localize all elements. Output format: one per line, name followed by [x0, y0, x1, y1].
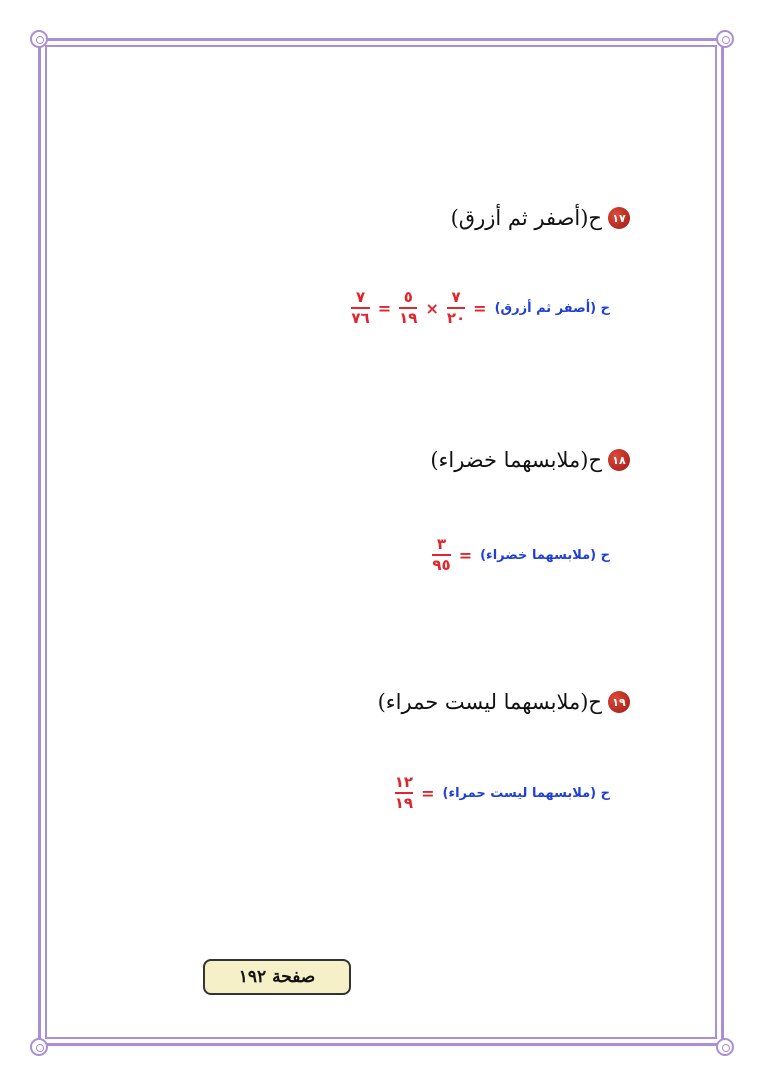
fraction [447, 290, 465, 326]
frame-corner-ornament [716, 30, 734, 48]
solution-label: ح (أصفر ثم أزرق) [494, 300, 610, 316]
frame-corner-ornament [30, 1038, 48, 1056]
problem-17-solution [351, 290, 610, 326]
problem-17-heading [451, 206, 630, 230]
problem-number-badge: ١٩ [608, 691, 630, 713]
solution-label: ح (ملابسهما خضراء) [480, 547, 610, 563]
fraction-denominator: ٢٠ [446, 309, 466, 327]
problem-heading-text: ح(أصفر ثم أزرق) [450, 206, 602, 230]
solution-label: ح (ملابسهما ليست حمراء) [442, 785, 610, 801]
fraction-numerator: ١٢ [394, 773, 414, 791]
fraction-denominator: ١٩ [399, 309, 418, 327]
fraction-numerator: ٧ [451, 288, 461, 306]
frame-corner-ornament [30, 30, 48, 48]
fraction-numerator: ٣ [436, 535, 447, 553]
fraction [399, 290, 417, 326]
page-number-box [203, 959, 351, 995]
operator: × [425, 298, 439, 318]
fraction [395, 775, 413, 811]
operator: = [473, 298, 487, 318]
fraction-numerator: ٧ [356, 288, 366, 306]
problem-18-solution [432, 537, 610, 573]
problem-19-heading [378, 690, 630, 714]
fraction-denominator: ١٩ [394, 794, 414, 812]
fraction-denominator: ٧٦ [351, 309, 370, 327]
operator: = [421, 783, 435, 803]
problem-number-badge: ١٨ [608, 449, 630, 471]
fraction-denominator: ٩٥ [432, 556, 451, 574]
problem-19-solution [395, 775, 610, 811]
operator: = [377, 298, 392, 318]
operator: = [458, 545, 473, 565]
page-frame-inner [45, 45, 717, 1039]
fraction-numerator: ٥ [403, 288, 413, 306]
problem-number-badge: ١٧ [608, 207, 630, 229]
fraction [432, 537, 450, 573]
problem-heading-text: ح(ملابسهما ليست حمراء) [377, 690, 602, 714]
problem-heading-text: ح(ملابسهما خضراء) [430, 448, 602, 472]
problem-18-heading [430, 448, 630, 472]
fraction [351, 290, 369, 326]
frame-corner-ornament [716, 1038, 734, 1056]
page-number-label: صفحة ١٩٢ [238, 967, 316, 987]
